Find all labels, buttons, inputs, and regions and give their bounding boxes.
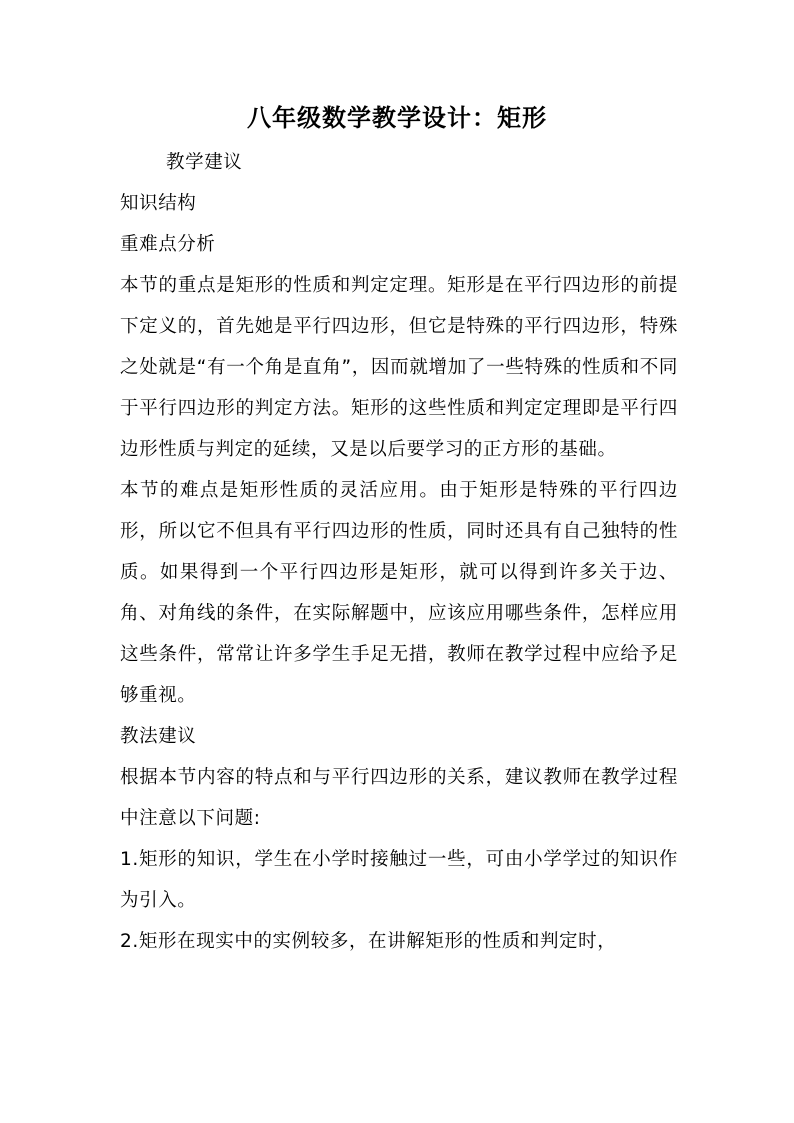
heading-knowledge-structure: 知识结构 [120, 193, 197, 214]
paragraph-difficult-points: 本节的难点是矩形性质的灵活应用。由于矩形是特殊的平行四边形，所以它不但具有平行四边形的性质，同时还具有自己独特的性质。如果得到一个平行四边形是矩形，就可以得到许多关于边、角、对角线的条件，在实际解题中，应该应用哪些条件，怎样应用这些条件，常常让许多学生手足无措，教师在教学过程中应给予足够重视。 [120, 480, 678, 706]
paragraph-teaching-method-intro: 根据本节内容的特点和与平行四边形的关系，建议教师在教学过程中注意以下问题: [120, 767, 678, 829]
paragraph-key-points: 本节的重点是矩形的性质和判定定理。矩形是在平行四边形的前提下定义的，首先她是平行四边形，但它是特殊的平行四边形，特殊之处就是“有一个角是直角”，因而就增加了一些特殊的性质和不同于平行四边形的判定方法。矩形的这些性质和判定定理即是平行四边形性质与判定的延续，又是以后要学习的正方形的基础。 [120, 275, 678, 460]
document-title: 八年级数学教学设计：矩形 [247, 104, 547, 132]
heading-teaching-method-suggestions: 教法建议 [120, 726, 197, 747]
heading-teaching-suggestions: 教学建议 [166, 152, 243, 173]
heading-key-difficult-analysis: 重难点分析 [120, 234, 216, 255]
document-body [120, 142, 678, 962]
list-item-1: 1.矩形的知识，学生在小学时接触过一些，可由小学学过的知识作为引入。 [120, 849, 678, 911]
list-item-2: 2.矩形在现实中的实例较多，在讲解矩形的性质和判定时， [120, 931, 617, 952]
